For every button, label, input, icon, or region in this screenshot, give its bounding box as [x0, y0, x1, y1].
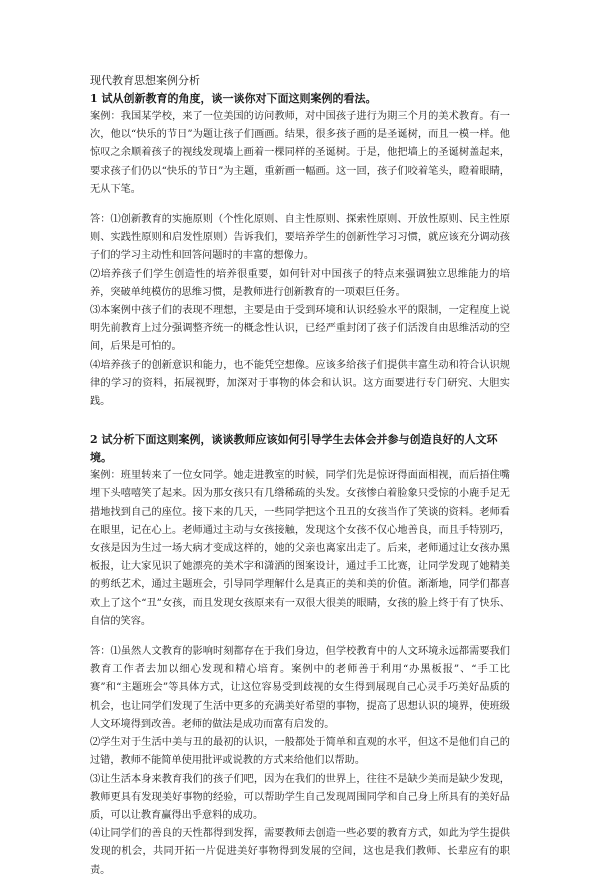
- question-2-answer-1: 答：⑴虽然人文教育的影响时刻都存在于我们身边，但学校教育中的人文环境永远都需要我们教育工作者去加以细心发现和精心培育。案例中的老师善于利用“办黑板报”、“手工比赛”和“主题班会”等具体方式，让这位容易受到歧视的女生得到展现自己心灵手巧美好品质的机会，也让同学们发现了生活中更多的充满美好希望的事物，提高了思想认识的境界，使班级人文环境得到改善。老师的做法是成功而富有启发的。: [90, 646, 510, 730]
- document-title: 现代教育思想案例分析: [90, 74, 200, 87]
- question-1-answer-4: ⑷培养孩子的创新意识和能力，也不能凭空想像。应该多给孩子们提供丰富生动和符合认识规律的学习的资料，拓展视野，加深对于事物的体会和认识。这方面要进行专门研究、大胆实践。: [90, 359, 510, 408]
- question-2-answer-2: ⑵学生对于生活中美与丑的最初的认识，一般都处于简单和直观的水平，但这不是他们自己的过错，教师不能简单使用批评或说教的方式来给他们以帮助。: [90, 737, 510, 767]
- question-1-title: 1 试从创新教育的角度，谈一谈你对下面这则案例的看法。: [90, 92, 377, 105]
- question-2-answer-3: ⑶让生活本身来教育我们的孩子们吧，因为在我们的世界上，往往不是缺少美而是缺少发现，教师更具有发现美好事物的经验，可以帮助学生自己发现周围同学和自己身上所具有的美好品质，可以让教育赢得出乎意料的成功。: [90, 773, 510, 821]
- question-1-answer-3: ⑶本案例中孩子们的表现不理想，主要是由于受到环境和认识经验水平的限制，一定程度上说明先前教育上过分强调整齐统一的概念性认识，已经严重封闭了孩子们活泼自由思维活动的空间，后果是可怕的。: [90, 305, 510, 353]
- question-2-title: 2 试分析下面这则案例，谈谈教师应该如何引导学生去体会并参与创造良好的人文环境。: [90, 433, 498, 465]
- question-2-answer-4: ⑷让同学们的善良的天性都得到发挥，需要教师去创造一些必要的教育方式，如此为学生提供发现的机会，共同开拓一片促进美好事物得到发展的空间，这也是我们教师、长辈应有的职责。: [90, 828, 510, 876]
- question-1-answer-2: ⑵培养孩子们学生创造性的培养很重要，如何针对中国孩子的特点来强调独立思维能力的培养，突破单纯模仿的思维习惯，是教师进行创新教育的一项艰巨任务。: [90, 268, 510, 298]
- question-1-case: 案例：我国某学校，来了一位美国的访问教师，对中国孩子进行为期三个月的美术教育。有一次，他以“快乐的节日”为题让孩子们画画。结果，很多孩子画的是圣诞树，而且一模一样。他惊叹之余顺着孩子的视线发现墙上画着一棵同样的圣诞树。于是，他把墙上的圣诞树盖起来，要求孩子们仍以“快乐的节日”为主题，重新画一幅画。这一回，孩子们咬着笔头，瞪着眼睛，无从下笔。: [90, 111, 510, 195]
- question-2-case: 案例：班里转来了一位女同学。她走进教室的时候，同学们先是惊讶得面面相视，而后捂住嘴埋下头嘻嘻笑了起来。因为那女孩只有几绺稀疏的头发。女孩惨白着脸象只受惊的小鹿手足无措地找到自己的座位。接下来的几天，一些同学把这个丑丑的女孩当作了笑谈的资料。老师看在眼里，记在心上。老师通过主动与女孩接触，发现这个女孩不仅心地善良，而且手特别巧，女孩是因为生过一场大病才变成这样的，她的父亲也离家出走了。后来，老师通过让女孩办黑板报，让大家见识了她漂亮的美术字和潇洒的图案设计，通过手工比赛，让同学发现了她精美的剪纸艺术，通过主题班会，引导同学理解什么是真正的美和美的价值。渐渐地，同学们都喜欢上了这个“丑”女孩，而且发现女孩原来有一双很大很美的眼睛，女孩的脸上终于有了快乐、自信的笑容。: [90, 470, 510, 627]
- question-1-answer-1: 答：⑴创新教育的实施原则（个性化原则、自主性原则、探索性原则、开放性原则、民主性原则、实践性原则和启发性原则）告诉我们，要培养学生的创新性学习习惯，就应该充分调动孩子们的学习主动性和回答问题时的丰富的想像力。: [90, 214, 510, 262]
